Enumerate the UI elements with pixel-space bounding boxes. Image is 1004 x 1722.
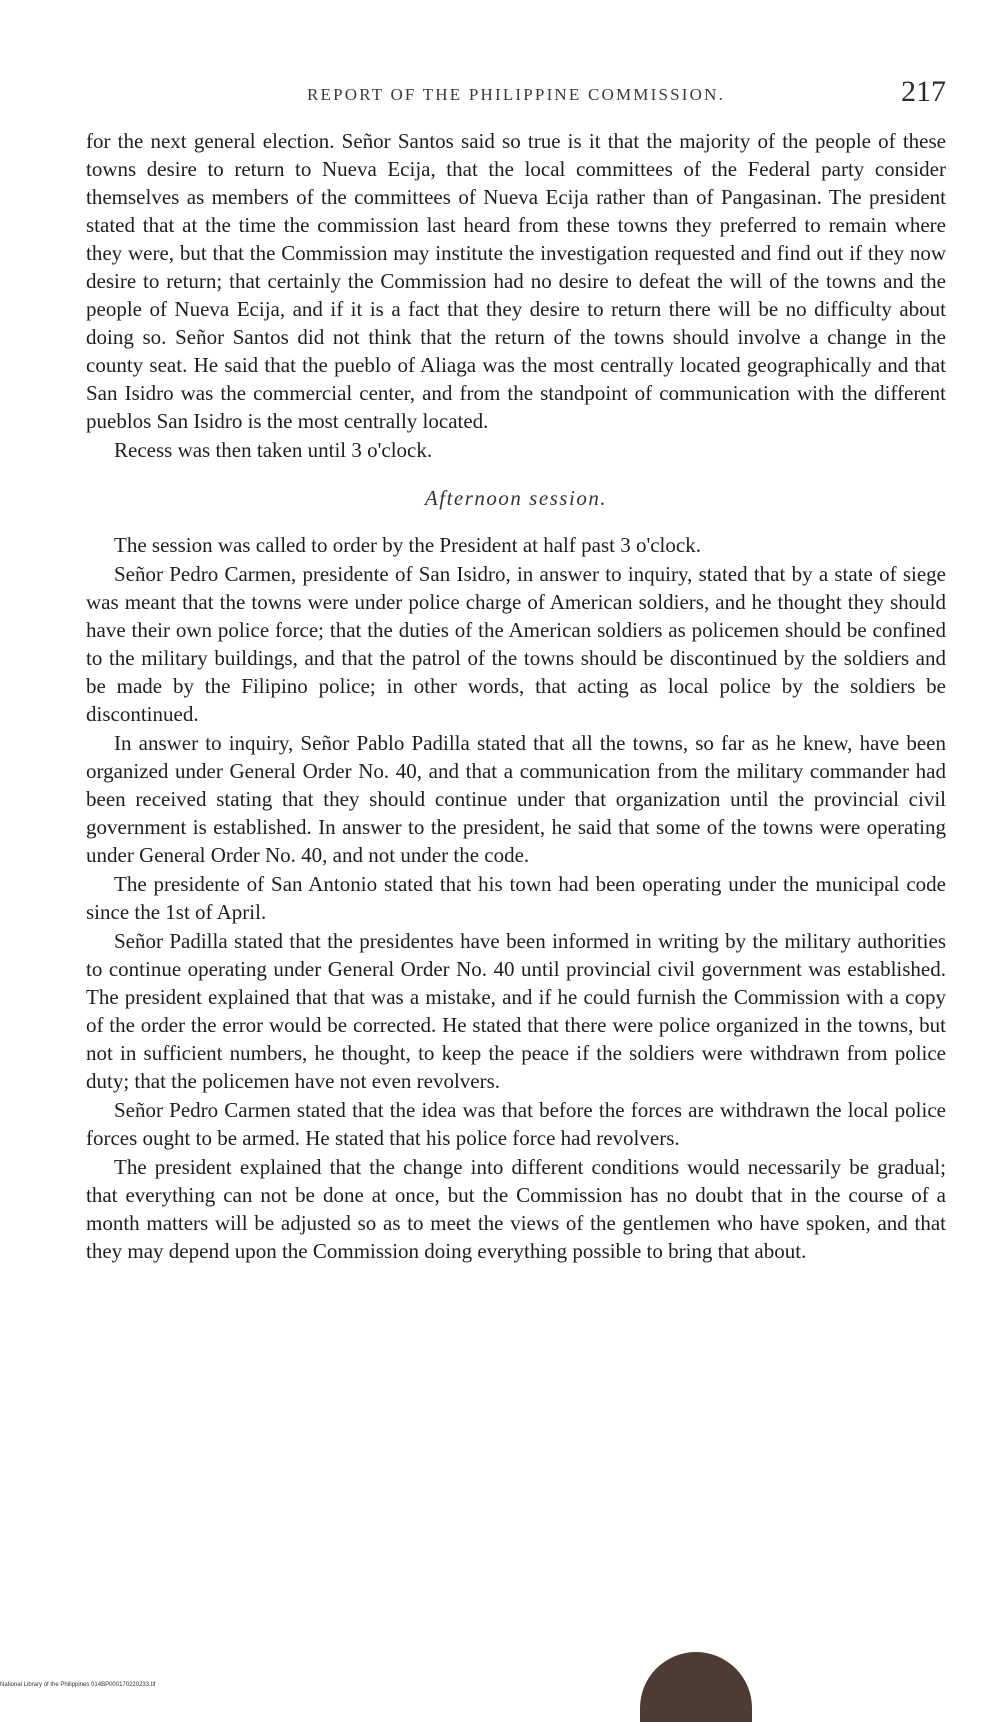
paragraph-padilla-order: In answer to inquiry, Señor Pablo Padilla stated that all the towns, so far as he knew, have been organized under General Order No. 40, and that a communication from the military commander had been received stating that they should continue under that organization until the provincial civil government is established. In answer to the president, he said that some of the towns were operating under General Order No. 40, and not under the code.	[86, 731, 946, 867]
paragraph-padilla-police: Señor Padilla stated that the presidentes have been informed in writing by the military authorities to continue operating under General Order No. 40 until provincial civil government was established. The president explained that that was a mistake, and if he could furnish the Commission with a copy of the order the error would be corrected. He stated that there were police organized in the towns, but not in sufficient numbers, he thought, to keep the peace if the soldiers were withdrawn from police duty; that the policemen have not even revolvers.	[86, 929, 946, 1093]
running-head	[86, 75, 946, 115]
running-title: REPORT OF THE PHILIPPINE COMMISSION.	[306, 85, 726, 104]
paragraph-continued: for the next general election. Señor Santos said so true is it that the majority of the people of these towns desire to return to Nueva Ecija, that the local committees of the Federal party consider themselves as members of the committees of Nueva Ecija rather than of Pangasinan. The president stated that at the time the commission last heard from these towns they preferred to remain where they were, but that the Commission may institute the investigation requested and find out if they now desire to return; that certainly the Commission had no desire to defeat the will of the towns and the people of Nueva Ecija, and if it is a fact that they desire to return there will be no difficulty about doing so. Señor Santos did not think that the return of the towns should involve a change in the county seat. He said that the pueblo of Aliaga was the most centrally located geographically and that San Isidro was the commercial center, and from the standpoint of communication with the different pueblos San Isidro is the most centrally located.	[86, 129, 946, 433]
paragraph-san-antonio: The presidente of San Antonio stated that his town had been operating under the municipal code since the 1st of April.	[86, 872, 946, 924]
scan-credit: National Library of the Philippines 014BP000170220233.tif	[0, 1682, 156, 1688]
paragraph-president-gradual: The president explained that the change into different conditions would necessarily be gradual; that everything can not be done at once, but the Commission has no doubt that in the course of a month matters will be adjusted so as to meet the views of the gentlemen who have spoken, and that they may depend upon the Commission doing everything possible to bring that about.	[86, 1155, 946, 1263]
section-subheading: Afternoon session.	[424, 486, 608, 510]
paragraph-session-called: The session was called to order by the President at half past 3 o'clock.	[114, 533, 701, 557]
page-body	[86, 127, 946, 1265]
paragraph-recess: Recess was then taken until 3 o'clock.	[114, 438, 433, 462]
paragraph-carmen-armed: Señor Pedro Carmen stated that the idea was that before the forces are withdrawn the local police forces ought to be armed. He stated that his police force had revolvers.	[86, 1098, 946, 1150]
scanner-thumb-shadow	[640, 1652, 752, 1722]
paragraph-carmen-siege: Señor Pedro Carmen, presidente of San Isidro, in answer to inquiry, stated that by a state of siege was meant that the towns were under police charge of American soldiers, and he thought they should have their own police force; that the duties of the American soldiers as policemen should be confined to the military buildings, and that the patrol of the towns should be discontinued by the soldiers and be made by the Filipino police; in other words, that acting as local police by the soldiers be discontinued.	[86, 562, 946, 726]
page-number: 217	[901, 75, 946, 108]
